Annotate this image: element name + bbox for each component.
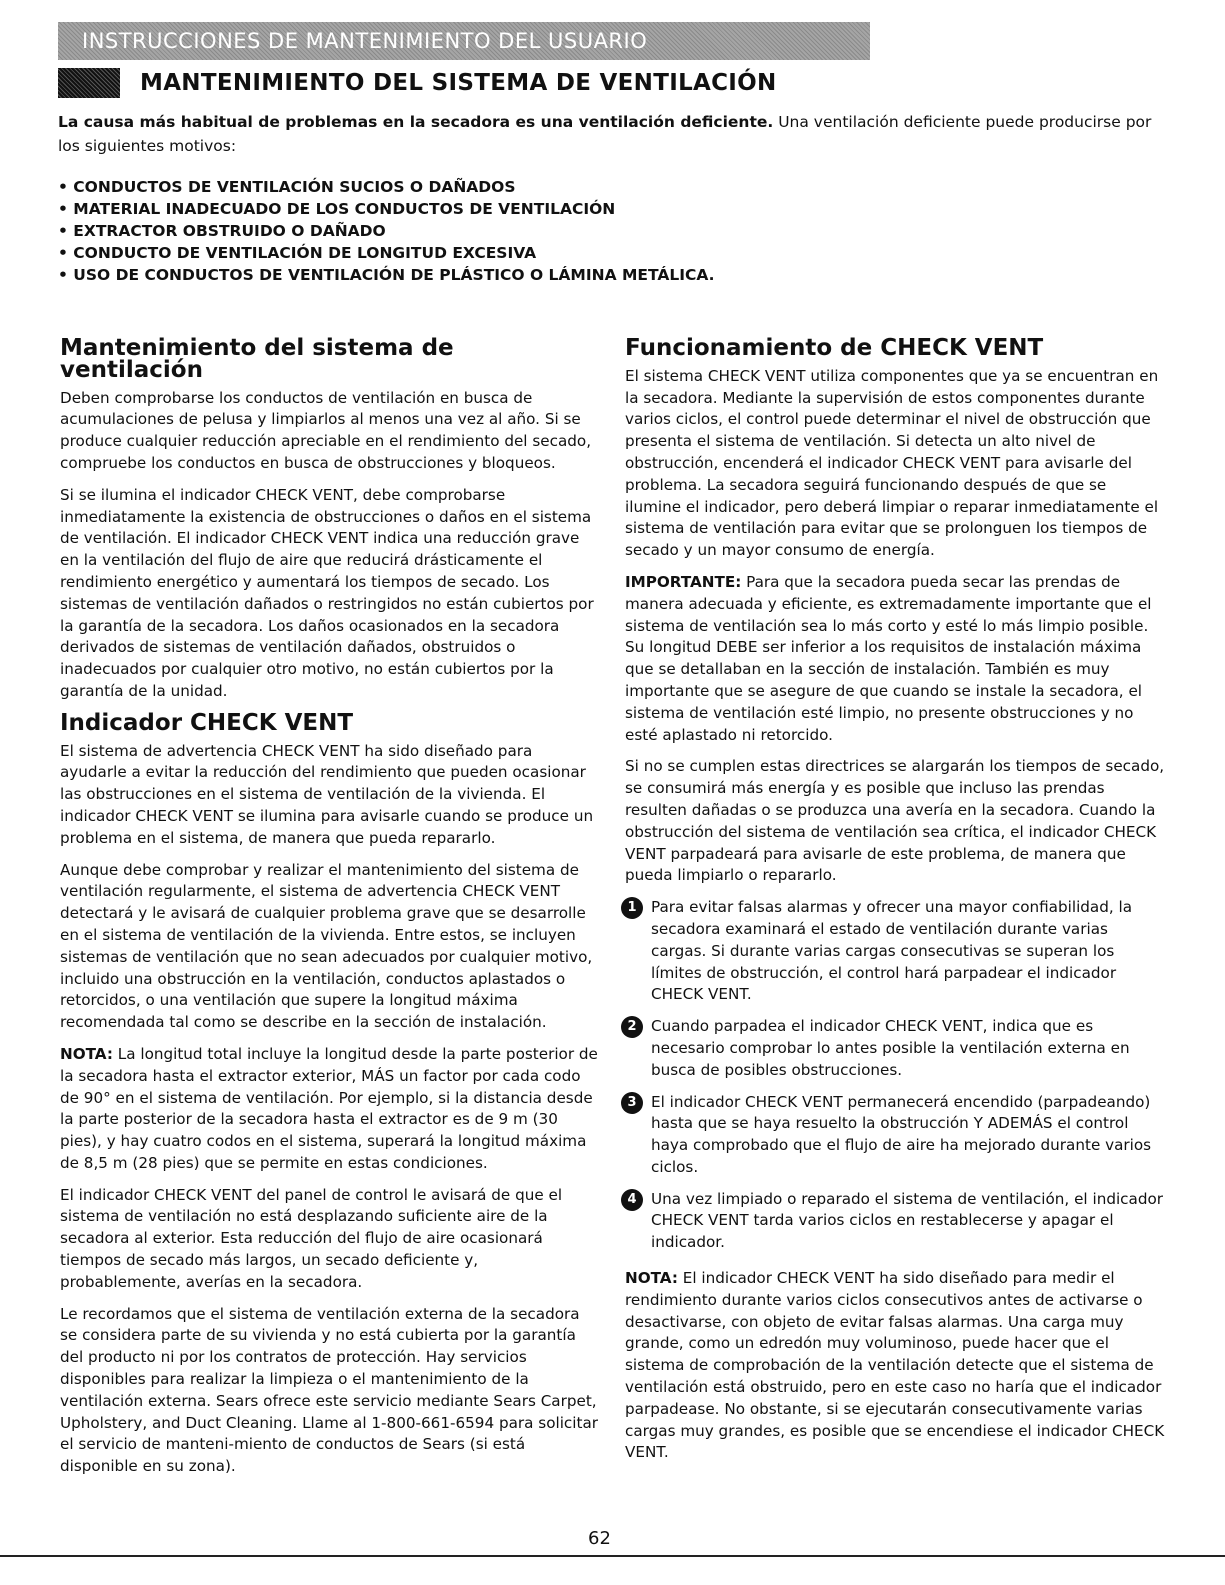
step-number-badge: 4	[621, 1189, 643, 1211]
paragraph: Le recordamos que el sistema de ventilación externa de la secadora se considera parte de su vivienda y no está cubierta por la garantía del producto ni por los contratos de protección. Hay servicios disponibles para realizar la limpieza o el mantenimiento de la ventilación externa. Sears ofrece este servicio mediante Sears Carpet, Upholstery, and Duct Cleaning. Llame al 1-800-661-6594 para solicitar el servicio de manteni-miento de conductos de Sears (si está disponible en su zona).	[60, 1304, 598, 1476]
step-item	[625, 1189, 1165, 1254]
section-banner: INSTRUCCIONES DE MANTENIMIENTO DEL USUARIO	[58, 22, 870, 60]
intro-rest: Una ventilación deficiente puede producirse por los siguientes motivos:	[58, 113, 1152, 155]
page-title: MANTENIMIENTO DEL SISTEMA DE VENTILACIÓN	[140, 70, 777, 96]
paragraph: El sistema CHECK VENT utiliza componentes que ya se encuentran en la secadora. Mediante la supervisión de estos componentes durante varios ciclos, el control puede determinar el nivel de obstrucción que presenta el sistema de ventilación. Si detecta un alto nivel de obstrucción, encenderá el indicador CHECK VENT para avisarle del problema. La secadora seguirá funcionando después de que se ilumine el indicador, pero deberá limpiar o reparar inmediatamente el sistema de ventilación para evitar que se prolonguen los tiempos de secado y un mayor consumo de energía.	[625, 366, 1159, 560]
note-label: NOTA:	[625, 1269, 678, 1288]
step-number-badge: 2	[621, 1016, 643, 1038]
note-paragraph	[625, 1268, 1165, 1464]
note-paragraph	[60, 1044, 600, 1175]
bottom-rule	[0, 1555, 1225, 1557]
heading-vent-maintenance: Mantenimiento del sistema de ventilación	[60, 335, 454, 383]
heading-check-vent-operation: Funcionamiento de CHECK VENT	[625, 335, 1044, 361]
title-marker-block	[58, 68, 120, 98]
note-text: El indicador CHECK VENT ha sido diseñado para medir el rendimiento durante varios ciclos consecutivos antes de activarse o desactivarse, con objeto de evitar falsas alarmas. Una carga muy grande, como un edredón muy voluminoso, puede hacer que el sistema de comprobación de la ventilación detecte que el sistema de ventilación está obstruido, pero en este caso no haría que el indicador parpadease. No obstante, si se ejecutarán consecutivamente varias cargas muy grandes, es posible que se encendiese el indicador CHECK VENT.	[625, 1269, 1165, 1462]
step-text: Para evitar falsas alarmas y ofrecer una mayor confiabilidad, la secadora examinará el estado de ventilación durante varias cargas. Si durante varias cargas consecutivas se superan los límites de obstrucción, el control hará parpadear el indicador CHECK VENT.	[651, 898, 1133, 1004]
important-text: Para que la secadora pueda secar las prendas de manera adecuada y eficiente, es extremadamente importante que el sistema de ventilación sea lo más corto y esté lo más limpio posible. Su longitud DEBE ser inferior a los requisitos de instalación máxima que se detallaban en la sección de instalación. También es muy importante que se asegure de que cuando se instale la secadora, el sistema de ventilación esté limpio, no presente obstrucciones y no esté aplastado ni retorcido.	[625, 572, 1152, 744]
step-text: Cuando parpadea el indicador CHECK VENT, indica que es necesario comprobar lo antes posible la ventilación externa en busca de posibles obstrucciones.	[651, 1017, 1130, 1079]
intro-paragraph	[58, 110, 1158, 158]
title-row	[58, 66, 777, 100]
note-label: NOTA:	[60, 1044, 113, 1063]
step-item	[625, 1016, 1165, 1081]
cause-item: • CONDUCTOS DE VENTILACIÓN SUCIOS O DAÑADOS	[58, 178, 516, 196]
cause-item: • CONDUCTO DE VENTILACIÓN DE LONGITUD EXCESIVA	[58, 244, 537, 262]
step-item	[625, 897, 1165, 1006]
step-item	[625, 1092, 1165, 1179]
important-label: IMPORTANTE:	[625, 572, 742, 591]
heading-check-vent-indicator: Indicador CHECK VENT	[60, 709, 354, 736]
right-column	[625, 335, 1165, 1474]
causes-list	[58, 176, 715, 286]
step-number-badge: 1	[621, 897, 643, 919]
cause-item: • EXTRACTOR OBSTRUIDO O DAÑADO	[58, 222, 386, 240]
page-number: 62	[588, 1528, 611, 1549]
note-text: La longitud total incluye la longitud desde la parte posterior de la secadora hasta el extractor exterior, MÁS un factor por cada codo de 90° en el sistema de ventilación. Por ejemplo, si la distancia desde la parte posterior de la secadora hasta el extractor es de 9 m (30 pies), y hay cuatro codos en el sistema, superará la longitud máxima de 8,5 m (28 pies) que se permite en estas condiciones.	[60, 1044, 598, 1172]
paragraph: Si se ilumina el indicador CHECK VENT, debe comprobarse inmediatamente la existencia de obstrucciones o daños en el sistema de ventilación. El indicador CHECK VENT indica una reducción grave en la ventilación del flujo de aire que reducirá drásticamente el rendimiento energético y aumentará los tiempos de secado. Los sistemas de ventilación dañados o restringidos no están cubiertos por la garantía de la secadora. Los daños ocasionados en la secadora derivados de sistemas de ventilación dañados, obstruidos o inadecuados por cualquier otro motivo, no están cubiertos por la garantía de la unidad.	[60, 485, 594, 700]
paragraph: El indicador CHECK VENT del panel de control le avisará de que el sistema de ventilación no está desplazando suficiente aire de la secadora al exterior. Esta reducción del flujo de aire ocasionará tiempos de secado más largos, un secado deficiente y, probablemente, averías en la secadora.	[60, 1185, 563, 1291]
left-column	[60, 335, 600, 1488]
step-text: Una vez limpiado o reparado el sistema de ventilación, el indicador CHECK VENT tarda varios ciclos en restablecerse y apagar el indicador.	[651, 1189, 1164, 1252]
step-number-badge: 3	[621, 1092, 643, 1114]
paragraph: Si no se cumplen estas directrices se alargarán los tiempos de secado, se consumirá más energía y es posible que incluso las prendas resulten dañadas o se produzca una avería en la secadora. Cuando la obstrucción del sistema de ventilación sea crítica, el indicador CHECK VENT parpadeará para avisarle de este problema, de manera que pueda limpiarlo o repararlo.	[625, 757, 1165, 885]
step-text: El indicador CHECK VENT permanecerá encendido (parpadeando) hasta que se haya resuelto la obstrucción Y ADEMÁS el control haya comprobado que el flujo de aire ha mejorado durante varios ciclos.	[651, 1092, 1152, 1176]
important-paragraph	[625, 572, 1165, 746]
paragraph: El sistema de advertencia CHECK VENT ha sido diseñado para ayudarle a evitar la reducción del rendimiento que pueden ocasionar las obstrucciones en el sistema de ventilación de la vivienda. El indicador CHECK VENT se ilumina para avisarle cuando se produce un problema en el sistema, de manera que pueda repararlo.	[60, 741, 594, 847]
cause-item: • MATERIAL INADECUADO DE LOS CONDUCTOS DE VENTILACIÓN	[58, 200, 616, 218]
cause-item: • USO DE CONDUCTOS DE VENTILACIÓN DE PLÁSTICO O LÁMINA METÁLICA.	[58, 266, 715, 284]
paragraph: Aunque debe comprobar y realizar el mantenimiento del sistema de ventilación regularmente, el sistema de advertencia CHECK VENT detectará y le avisará de cualquier problema grave que se desarrolle en el sistema de ventilación de la vivienda. Entre estos, se incluyen sistemas de ventilación que no sean adecuados por cualquier motivo, incluido una obstrucción en la ventilación, conductos aplastados o retorcidos, o una ventilación que supere la longitud máxima recomendada tal como se describe en la sección de instalación.	[60, 860, 593, 1032]
paragraph: Deben comprobarse los conductos de ventilación en busca de acumulaciones de pelusa y limpiarlos al menos una vez al año. Si se produce cualquier reducción apreciable en el rendimiento del secado, compruebe los conductos en busca de obstrucciones y bloqueos.	[60, 388, 592, 472]
intro-bold: La causa más habitual de problemas en la secadora es una ventilación deficiente.	[58, 113, 774, 131]
